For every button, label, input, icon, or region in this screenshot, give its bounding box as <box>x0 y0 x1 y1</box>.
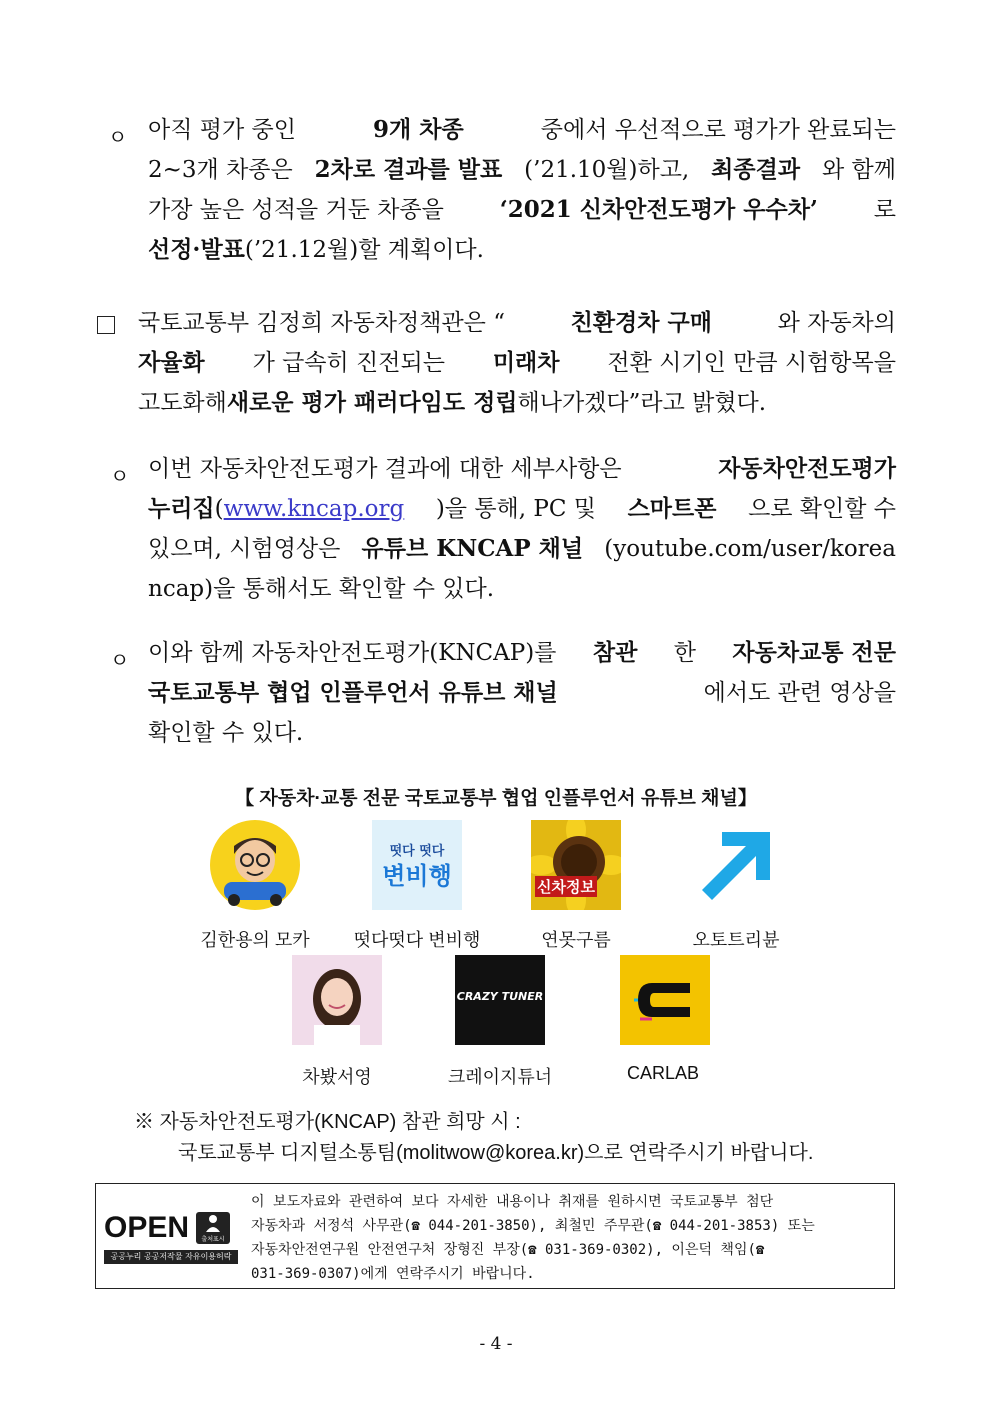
text: 가 급속히 진전되는 <box>252 350 445 376</box>
text: 한 <box>673 640 696 666</box>
bold-text: 자동차안전도평가 <box>718 455 896 482</box>
text: 전환 시기인 만큼 시험항목을 <box>607 350 896 376</box>
bold-text: 참관 <box>592 639 638 666</box>
paragraph-details-info <box>148 449 896 609</box>
open-logo: OPEN <box>104 1211 190 1244</box>
text: 고도화해 <box>138 390 227 416</box>
bold-text: 스마트폰 <box>627 495 717 522</box>
bold-text: 자율화 <box>138 349 205 376</box>
channel-label: 크레이지튜너 <box>447 1067 553 1087</box>
text: (youtube.com/user/korea <box>604 536 896 562</box>
text: 으로 확인할 수 <box>748 496 896 522</box>
bold-text: 2차로 결과를 발표 <box>314 156 503 183</box>
text: 확인할 수 있다. <box>148 720 304 746</box>
paragraph-evaluation-schedule <box>148 110 896 270</box>
channel-thumb-byeonbihaeng[interactable] <box>372 820 462 910</box>
text: 이번 자동차안전도평가 결과에 대한 세부사항은 <box>148 456 622 482</box>
bold-text: 친환경차 구매 <box>570 309 712 336</box>
bold-text: 유튜브 KNCAP 채널 <box>361 535 584 562</box>
yeonmotgureum-logo-text: 신차정보 <box>537 878 595 896</box>
channel-label: CARLAB <box>626 1063 700 1083</box>
contact-line-2 <box>251 1214 889 1238</box>
kogl-caption: 공공누리 공공저작물 자유이용허락 <box>104 1250 238 1264</box>
text: 에서도 관련 영상을 <box>703 680 896 706</box>
text: 와 자동차의 <box>777 310 896 336</box>
channel-label: 떳다떳다 변비행 <box>353 930 481 950</box>
bold-text: ‘2021 신차안전도평가 우수차’ <box>499 196 818 223</box>
text: 이와 함께 자동차안전도평가(KNCAP)를 <box>148 640 557 666</box>
text: 자동차안전연구원 안전연구처 장형진 부장(☎ 031-369-0302), 이은덕 책임(☎ <box>251 1242 765 1258</box>
text: 있으며, 시험영상은 <box>148 536 341 562</box>
attribution-icon <box>196 1212 230 1244</box>
paragraph-influencer-channels <box>148 633 896 753</box>
contact-line-3 <box>251 1238 889 1262</box>
circle-bullet: ㅇ <box>110 464 130 488</box>
text: (’21.12월)할 계획이다. <box>244 237 484 263</box>
bold-text: 선정·발표 <box>148 236 245 263</box>
contact-line-4 <box>251 1262 889 1286</box>
text: 해나가겠다”라고 밝혔다. <box>517 390 767 416</box>
bold-text: 새로운 평가 패러다임도 정립 <box>226 389 518 416</box>
channel-thumb-carlab[interactable] <box>620 955 710 1045</box>
person-avatar-icon <box>292 955 382 1045</box>
channel-thumb-moca[interactable] <box>210 820 300 910</box>
bold-text: 자동차교통 전문 <box>732 639 896 666</box>
text: 국토교통부 김정희 자동차정책관은 “ <box>138 310 505 336</box>
contact-line-1 <box>251 1190 889 1214</box>
square-bullet <box>97 316 115 334</box>
circle-bullet: ㅇ <box>108 125 128 149</box>
text: )을 통해, PC 및 <box>435 496 596 522</box>
visit-note-line1: ※ 자동차안전도평가(KNCAP) 참관 희망 시 : <box>134 1111 521 1133</box>
text: 이 보도자료와 관련하여 보다 자세한 내용이나 취재를 원하시면 국토교통부 첨단 <box>251 1194 774 1210</box>
contact-box <box>95 1183 895 1289</box>
text: 아직 평가 중인 <box>148 117 296 143</box>
channel-label: 오토트리뷴 <box>692 930 780 950</box>
crazytuner-logo-text: CRAZY TUNER <box>456 990 544 1003</box>
arrow-up-right-icon <box>692 820 782 910</box>
bold-text: 9개 차종 <box>373 116 464 143</box>
text: ncap)을 통해서도 확인할 수 있다. <box>148 576 495 602</box>
channels-title: 【 자동차·교통 전문 국토교통부 협업 인플루언서 유튜브 채널】 <box>235 788 757 809</box>
paragraph-official-quote <box>138 303 896 423</box>
channel-thumb-chabwatseoyeong[interactable] <box>292 955 382 1045</box>
text: (’21.10월)하고, <box>524 157 690 183</box>
text: 자동차과 서정석 사무관(☎ 044-201-3850), 최철민 주무관(☎ 044-201-3853) 또는 <box>251 1218 815 1234</box>
channel-thumb-yeonmotgureum[interactable] <box>531 820 621 910</box>
channel-label: 연못구름 <box>541 930 611 950</box>
page-number: - 4 - <box>479 1334 513 1354</box>
text: 031-369-0307)에게 연락주시기 바랍니다. <box>251 1266 535 1282</box>
channel-label: 김한용의 모카 <box>200 930 310 950</box>
visit-note-line2: 국토교통부 디지털소통팀(molitwow@korea.kr)으로 연락주시기 바랍니다. <box>178 1142 814 1164</box>
circle-bullet: ㅇ <box>110 648 130 672</box>
bold-text: 최종결과 <box>711 156 801 183</box>
text: 중에서 우선적으로 평가가 완료되는 <box>540 117 896 143</box>
bold-text: 국토교통부 협업 인플루언서 유튜브 채널 <box>148 679 558 706</box>
text: 누리집(www.kncap.org <box>148 495 405 522</box>
kogl-open-badge <box>104 1210 238 1266</box>
text: 로 <box>873 197 896 223</box>
channel-label: 차봤서영 <box>302 1067 372 1087</box>
kncap-website-link[interactable]: www.kncap.org <box>223 496 405 522</box>
text: 가장 높은 성적을 거둔 차종을 <box>148 197 444 223</box>
channel-thumb-crazytuner[interactable] <box>455 955 545 1045</box>
bold-text: 누리집 <box>148 495 215 522</box>
byeonbihaeng-logo-main: 변비행 <box>382 862 452 890</box>
byeonbihaeng-logo-top: 떳다 떳다 <box>389 844 445 859</box>
channel-thumb-autotribune[interactable] <box>692 820 782 910</box>
text: 와 함께 <box>821 157 896 183</box>
badge-text: 출처표시 <box>201 1236 225 1243</box>
contact-text <box>251 1190 889 1286</box>
text: 2~3개 차종은 <box>148 157 293 183</box>
carlab-logo-icon <box>620 955 710 1045</box>
bold-text: 미래차 <box>492 349 560 376</box>
moca-avatar-icon <box>210 820 300 910</box>
